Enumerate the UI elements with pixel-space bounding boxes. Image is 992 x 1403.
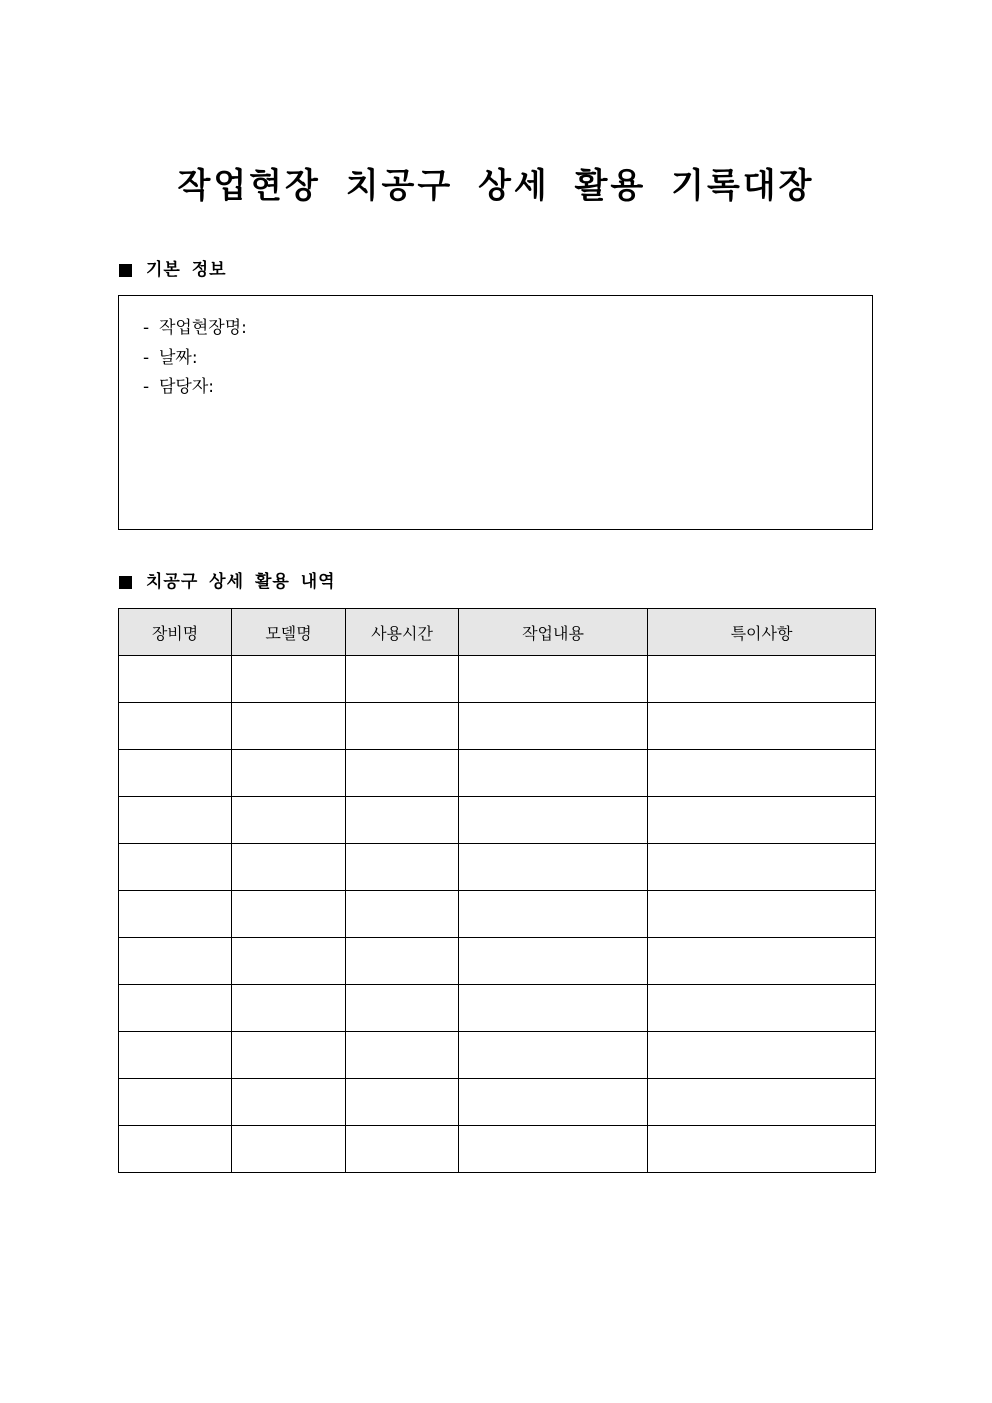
table-header-row bbox=[119, 609, 876, 656]
equipment-cell[interactable] bbox=[119, 1079, 232, 1126]
work-content-cell[interactable] bbox=[459, 891, 648, 938]
basic-info-heading bbox=[119, 259, 227, 281]
remarks-cell[interactable] bbox=[648, 797, 876, 844]
work-content-cell[interactable] bbox=[459, 1032, 648, 1079]
info-field-dash: - bbox=[143, 347, 150, 368]
model-cell[interactable] bbox=[232, 656, 346, 703]
model-cell[interactable] bbox=[232, 891, 346, 938]
remarks-cell[interactable] bbox=[648, 656, 876, 703]
equipment-cell[interactable] bbox=[119, 891, 232, 938]
work-content-cell[interactable] bbox=[459, 797, 648, 844]
usage-time-cell[interactable] bbox=[346, 985, 459, 1032]
equipment-cell[interactable] bbox=[119, 1032, 232, 1079]
column-header-work-content: 작업내용 bbox=[459, 609, 648, 656]
work-content-cell[interactable] bbox=[459, 1126, 648, 1173]
table-row bbox=[119, 844, 876, 891]
table-row bbox=[119, 1126, 876, 1173]
remarks-cell[interactable] bbox=[648, 1079, 876, 1126]
model-cell[interactable] bbox=[232, 797, 346, 844]
work-content-cell[interactable] bbox=[459, 938, 648, 985]
column-header-usage-time: 사용시간 bbox=[346, 609, 459, 656]
model-cell[interactable] bbox=[232, 1079, 346, 1126]
usage-table-body bbox=[119, 656, 876, 1173]
table-row bbox=[119, 1032, 876, 1079]
remarks-cell[interactable] bbox=[648, 844, 876, 891]
work-content-cell[interactable] bbox=[459, 985, 648, 1032]
usage-time-cell[interactable] bbox=[346, 703, 459, 750]
usage-time-cell[interactable] bbox=[346, 656, 459, 703]
site-name-label: 작업현장명: bbox=[159, 318, 247, 338]
table-row bbox=[119, 938, 876, 985]
usage-time-cell[interactable] bbox=[346, 938, 459, 985]
model-cell[interactable] bbox=[232, 985, 346, 1032]
usage-time-cell[interactable] bbox=[346, 797, 459, 844]
work-content-cell[interactable] bbox=[459, 1079, 648, 1126]
usage-time-cell[interactable] bbox=[346, 844, 459, 891]
page-title: 작업현장 치공구 상세 활용 기록대장 bbox=[177, 166, 815, 206]
work-content-cell[interactable] bbox=[459, 844, 648, 891]
date-label: 날짜: bbox=[159, 347, 198, 368]
usage-time-cell[interactable] bbox=[346, 1032, 459, 1079]
work-content-cell[interactable] bbox=[459, 703, 648, 750]
remarks-cell[interactable] bbox=[648, 703, 876, 750]
equipment-cell[interactable] bbox=[119, 703, 232, 750]
column-header-remarks: 특이사항 bbox=[648, 609, 876, 656]
equipment-cell[interactable] bbox=[119, 985, 232, 1032]
remarks-cell[interactable] bbox=[648, 938, 876, 985]
usage-time-cell[interactable] bbox=[346, 750, 459, 797]
basic-info-heading-text: 기본 정보 bbox=[146, 260, 227, 280]
info-field-dash: - bbox=[143, 318, 150, 338]
work-content-cell[interactable] bbox=[459, 656, 648, 703]
model-cell[interactable] bbox=[232, 1032, 346, 1079]
equipment-cell[interactable] bbox=[119, 844, 232, 891]
basic-info-box bbox=[118, 295, 873, 530]
remarks-cell[interactable] bbox=[648, 1126, 876, 1173]
square-bullet-icon bbox=[119, 576, 132, 589]
table-row bbox=[119, 750, 876, 797]
equipment-cell[interactable] bbox=[119, 938, 232, 985]
remarks-cell[interactable] bbox=[648, 750, 876, 797]
model-cell[interactable] bbox=[232, 750, 346, 797]
model-cell[interactable] bbox=[232, 1126, 346, 1173]
model-cell[interactable] bbox=[232, 844, 346, 891]
table-row bbox=[119, 797, 876, 844]
remarks-cell[interactable] bbox=[648, 891, 876, 938]
usage-time-cell[interactable] bbox=[346, 1126, 459, 1173]
table-row bbox=[119, 985, 876, 1032]
table-row bbox=[119, 703, 876, 750]
model-cell[interactable] bbox=[232, 703, 346, 750]
remarks-cell[interactable] bbox=[648, 985, 876, 1032]
manager-label: 담당자: bbox=[159, 377, 214, 397]
column-header-model: 모델명 bbox=[232, 609, 346, 656]
table-row bbox=[119, 891, 876, 938]
info-field-site-name bbox=[143, 314, 872, 344]
usage-heading bbox=[119, 571, 336, 593]
usage-table bbox=[118, 608, 876, 1173]
info-field-manager bbox=[143, 373, 872, 403]
equipment-cell[interactable] bbox=[119, 656, 232, 703]
table-row bbox=[119, 1079, 876, 1126]
equipment-cell[interactable] bbox=[119, 750, 232, 797]
usage-time-cell[interactable] bbox=[346, 891, 459, 938]
equipment-cell[interactable] bbox=[119, 1126, 232, 1173]
equipment-cell[interactable] bbox=[119, 797, 232, 844]
info-field-date bbox=[143, 344, 872, 374]
square-bullet-icon bbox=[119, 264, 132, 277]
model-cell[interactable] bbox=[232, 938, 346, 985]
column-header-equipment: 장비명 bbox=[119, 609, 232, 656]
table-row bbox=[119, 656, 876, 703]
usage-heading-text: 치공구 상세 활용 내역 bbox=[146, 572, 336, 592]
work-content-cell[interactable] bbox=[459, 750, 648, 797]
info-field-dash: - bbox=[143, 377, 150, 397]
remarks-cell[interactable] bbox=[648, 1032, 876, 1079]
usage-time-cell[interactable] bbox=[346, 1079, 459, 1126]
